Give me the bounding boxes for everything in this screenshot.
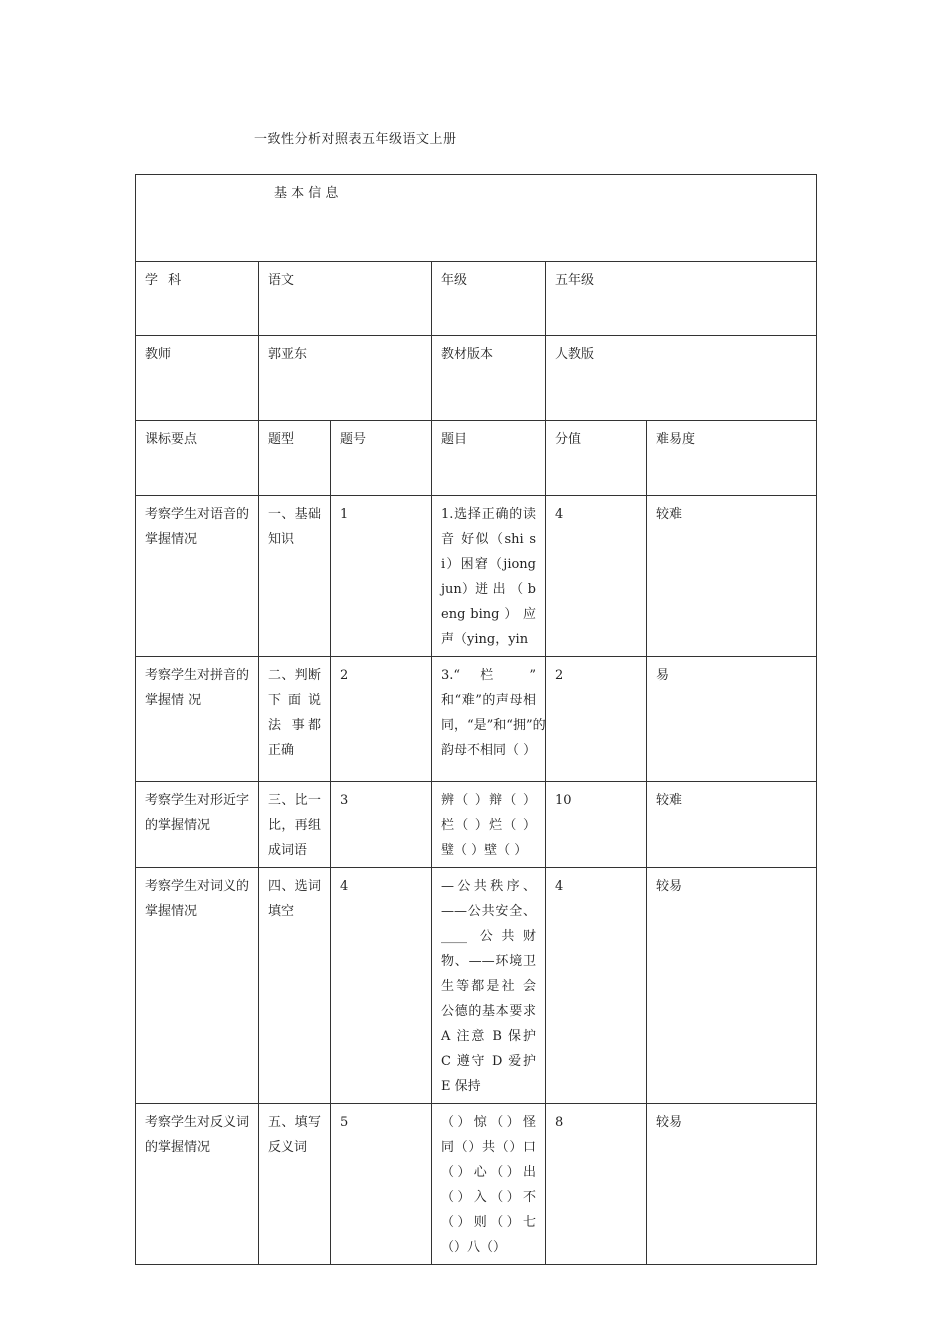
table-row [136,496,817,657]
table-row [136,1104,817,1265]
question-text: 辨（ ）辩（ ）栏（ ）烂（ ）璧（ ）壁（ ） [432,782,546,868]
curriculum-point: 考察学生对词义的掌握情况 [136,868,259,1104]
consistency-analysis-table [135,174,817,1265]
question-difficulty: 较难 [647,782,817,868]
teacher-value: 郭亚东 [259,336,432,421]
question-type: 四、选词填空 [259,868,331,1104]
grade-label: 年级 [432,262,546,336]
basic-info-heading: 基 本 信 息 [136,175,817,262]
question-score: 2 [546,657,647,782]
question-score: 10 [546,782,647,868]
table-row [136,868,817,1104]
curriculum-point: 考察学生对语音的掌握情况 [136,496,259,657]
question-text: —公共秩序、——公共安全、____ 公共财物、——环境卫生等都是社 会公德的基本要求 A 注意 B 保护 C 遵守 D 爱护 E 保持 [432,868,546,1104]
teacher-label: 教师 [136,336,259,421]
column-header: 课标要点 [136,421,259,496]
subject-row [136,262,817,336]
curriculum-point: 考察学生对反义词的掌握情况 [136,1104,259,1265]
column-header: 难易度 [647,421,817,496]
textbook-value: 人教版 [546,336,817,421]
question-difficulty: 较难 [647,496,817,657]
column-header: 分值 [546,421,647,496]
table-row [136,657,817,782]
question-score: 4 [546,496,647,657]
question-difficulty: 较易 [647,868,817,1104]
question-type: 一、基础知识 [259,496,331,657]
question-score: 8 [546,1104,647,1265]
teacher-row [136,336,817,421]
question-number: 4 [331,868,432,1104]
question-number: 5 [331,1104,432,1265]
column-header: 题目 [432,421,546,496]
column-header: 题型 [259,421,331,496]
table-row [136,782,817,868]
question-type: 三、比一比，再组成词语 [259,782,331,868]
curriculum-point: 考察学生对拼音的掌握情 况 [136,657,259,782]
column-header: 题号 [331,421,432,496]
subject-value: 语文 [259,262,432,336]
question-difficulty: 易 [647,657,817,782]
question-text: （）惊（）怪 同（）共（）口（）心（）出（）入（）不（）则（）七（）八（） [432,1104,546,1265]
column-header-row [136,421,817,496]
question-type: 二、判断下 面 说 法 事都 正确 [259,657,331,782]
question-score: 4 [546,868,647,1104]
question-number: 3 [331,782,432,868]
grade-value: 五年级 [546,262,817,336]
curriculum-point: 考察学生对形近字的掌握情况 [136,782,259,868]
subject-label: 学 科 [136,262,259,336]
textbook-label: 教材版本 [432,336,546,421]
question-type: 五、填写反义词 [259,1104,331,1265]
question-number: 2 [331,657,432,782]
question-text: 3.“ 栏 ” 和“难”的声母相同，“是”和“拥”的韵母不相同（ ） [432,657,546,782]
basic-info-row [136,175,817,262]
question-difficulty: 较易 [647,1104,817,1265]
question-text: 1.选择正确的读音 好似（shi si）困窘（jiong jun）迸 出 （ beng bing ） 应 声（ying，yin [432,496,546,657]
document-title: 一致性分析对照表五年级语文上册 [254,132,457,147]
question-number: 1 [331,496,432,657]
